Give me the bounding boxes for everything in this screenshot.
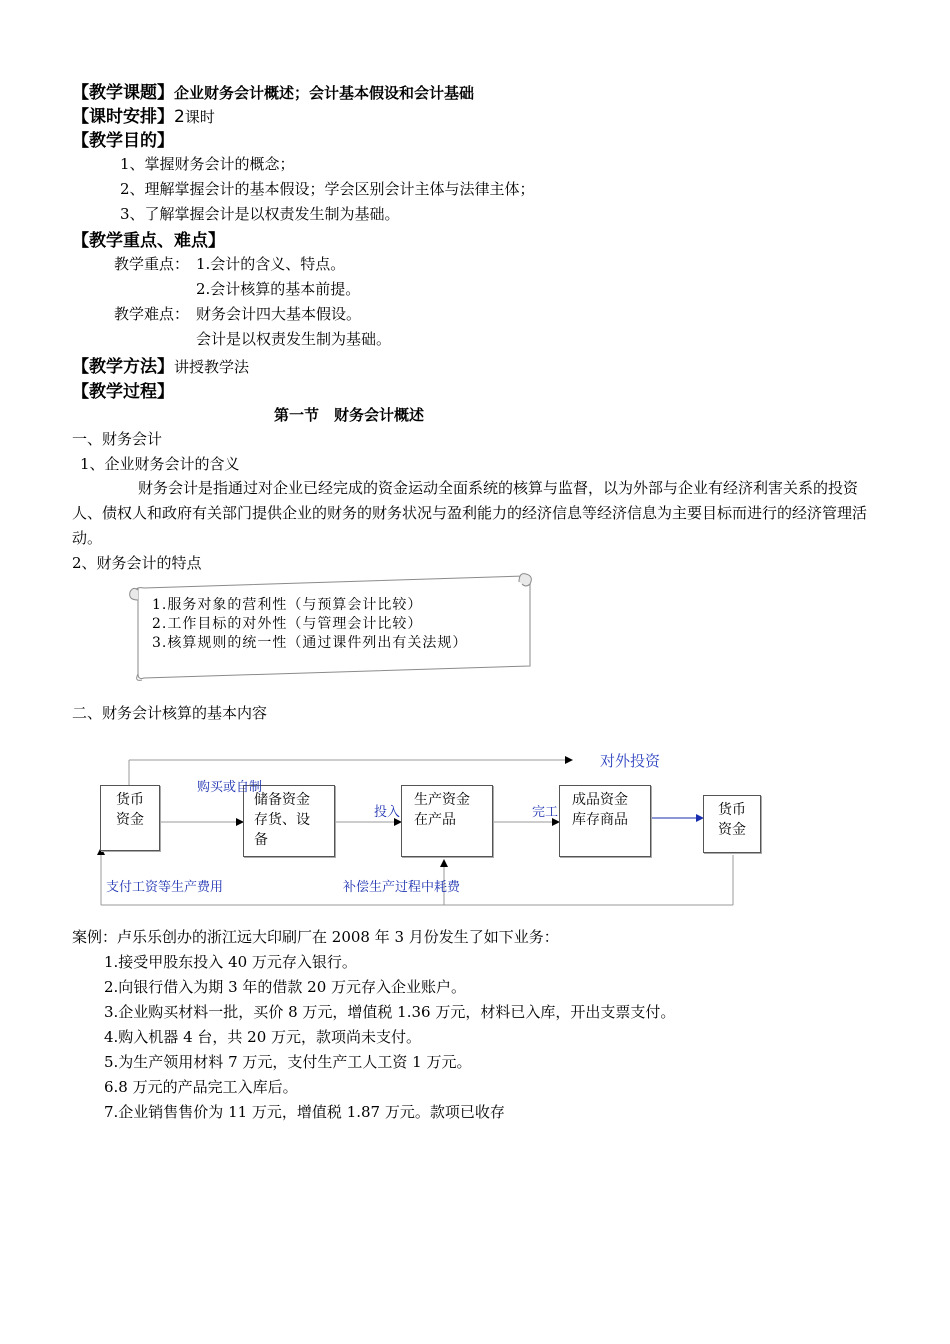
process-label: 【教学过程】 [72, 382, 174, 402]
feature-item: 1.服务对象的营利性（与预算会计比较） [152, 597, 423, 613]
case-item: 6.8 万元的产品完工入库后。 [104, 1078, 298, 1096]
section-title: 第一节 财务会计概述 [274, 406, 425, 424]
key-point-item: 1.会计的含义、特点。 [196, 255, 346, 273]
feature-item: 3.核算规则的统一性（通过课件列出有关法规） [152, 635, 468, 651]
goal-item: 3、了解掌握会计是以权责发生制为基础。 [120, 205, 400, 223]
goals-label: 【教学目的】 [72, 131, 174, 151]
box-text: 库存商品 [572, 812, 628, 828]
heading-1-1: 1、企业财务会计的含义 [80, 455, 240, 473]
hours-label: 【课时安排】 [72, 107, 174, 127]
topic-value: 企业财务会计概述；会计基本假设和会计基础 [174, 84, 475, 102]
box-text: 货币 [116, 792, 144, 808]
goal-item: 2、理解掌握会计的基本假设；学会区别会计主体与法律主体； [120, 180, 535, 198]
key-point-label: 教学重点： [114, 255, 190, 273]
box-text: 储备资金 [254, 792, 310, 808]
difficulty-item: 会计是以权责发生制为基础。 [196, 330, 392, 348]
case-intro: 案例：卢乐乐创办的浙江远大印刷厂在 2008 年 3 月份发生了如下业务： [72, 928, 559, 946]
box-text: 资金 [718, 822, 746, 838]
box-text: 备 [254, 832, 268, 848]
method-line [72, 352, 249, 377]
case-item: 7.企业销售售价为 11 万元，增值税 1.87 万元。款项已收存 [104, 1103, 505, 1121]
method-label: 【教学方法】 [72, 357, 174, 377]
feature-item: 2.工作目标的对外性（与管理会计比较） [152, 616, 423, 632]
heading-2: 二、财务会计核算的基本内容 [72, 704, 268, 722]
goal-item: 1、掌握财务会计的概念； [120, 155, 295, 173]
box-text: 存货、设 [254, 812, 310, 828]
label-input: 投入 [374, 805, 401, 820]
hours-number: 2 [174, 107, 185, 127]
difficulty-label: 教学难点： [114, 305, 190, 323]
box-production-capital [401, 785, 493, 857]
box-text: 成品资金 [572, 792, 628, 808]
key-label: 【教学重点、难点】 [72, 231, 225, 251]
box-text: 货币 [718, 802, 746, 818]
case-item: 1.接受甲股东投入 40 万元存入银行。 [104, 953, 357, 971]
definition-paragraph: 财务会计是指通过对企业已经完成的资金运动全面系统的核算与监督，以为外部与企业有经济利害关系的投资人、债权人和政府有关部门提供企业的财务的财务状况与盈利能力的经济信息等经济信息为主要目标而进行的经济管理活动。 [72, 479, 868, 547]
heading-1-2: 2、财务会计的特点 [72, 554, 202, 572]
box-finished-capital [559, 785, 651, 857]
topic-label: 【教学课题】 [72, 83, 174, 103]
box-reserve-capital [243, 785, 335, 857]
label-purchase: 购买或自制 [197, 780, 263, 795]
method-value: 讲授教学法 [174, 358, 250, 376]
box-text: 资金 [116, 812, 144, 828]
hours-line [72, 102, 215, 127]
case-item: 2.向银行借入为期 3 年的借款 20 万元存入企业账户。 [104, 978, 467, 996]
label-compensate: 补偿生产过程中耗费 [343, 880, 461, 895]
heading-1: 一、财务会计 [72, 430, 163, 448]
box-text: 生产资金 [414, 792, 470, 808]
box-monetary-capital [100, 785, 160, 851]
case-item: 3.企业购买材料一批，买价 8 万元，增值税 1.36 万元，材料已入库，开出支票支付。 [104, 1003, 676, 1021]
hours-unit: 课时 [184, 108, 215, 126]
topic-line [72, 78, 474, 103]
label-finish: 完工 [532, 805, 559, 820]
case-item: 4.购入机器 4 台，共 20 万元，款项尚未支付。 [104, 1028, 422, 1046]
key-point-item: 2.会计核算的基本前提。 [196, 280, 361, 298]
case-item: 5.为生产领用材料 7 万元，支付生产工人工资 1 万元。 [104, 1053, 472, 1071]
label-wages: 支付工资等生产费用 [106, 880, 224, 895]
difficulty-item: 财务会计四大基本假设。 [196, 305, 362, 323]
box-text: 在产品 [414, 812, 456, 828]
box-monetary-capital-end [703, 795, 761, 853]
label-external-investment: 对外投资 [600, 752, 661, 770]
